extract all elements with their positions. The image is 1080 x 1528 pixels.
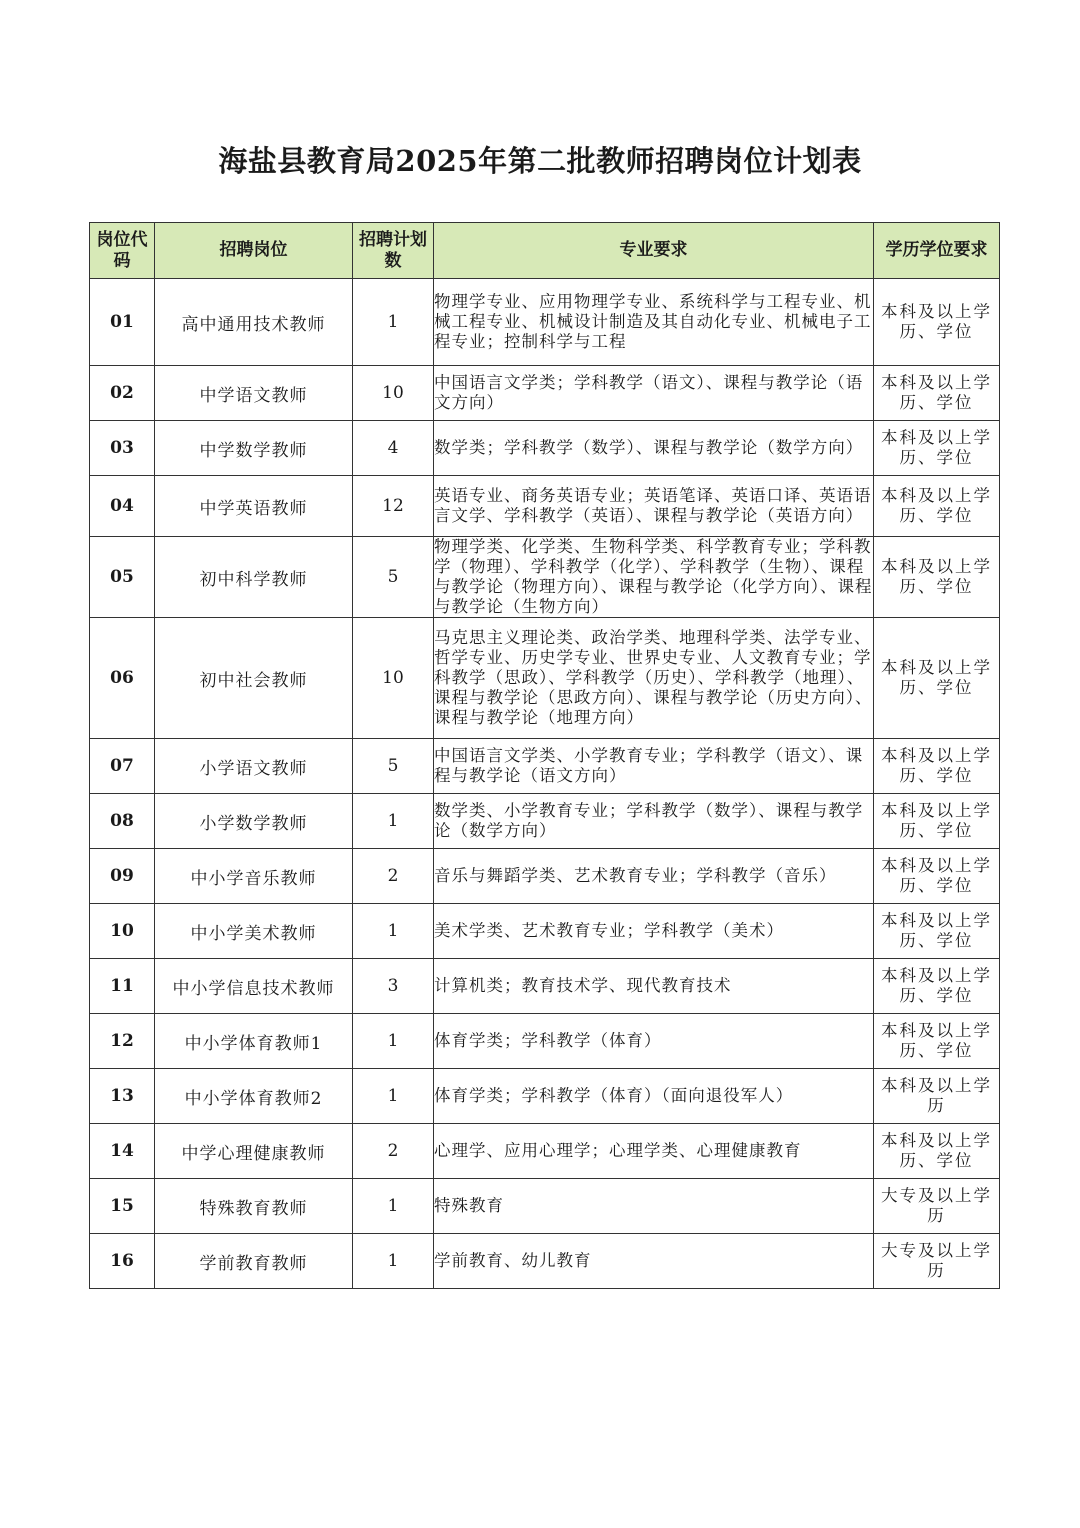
cell-post: 特殊教育教师 — [155, 1179, 353, 1234]
table-header-row — [90, 223, 1000, 279]
cell-code: 01 — [90, 279, 155, 366]
cell-major: 计算机类；教育技术学、现代教育技术 — [434, 959, 874, 1014]
cell-education: 本科及以上学历、学位 — [874, 537, 1000, 618]
cell-post: 中学心理健康教师 — [155, 1124, 353, 1179]
cell-code: 09 — [90, 849, 155, 904]
cell-major: 中国语言文学类；学科教学（语文）、课程与教学论（语文方向） — [434, 366, 874, 421]
cell-education: 大专及以上学历 — [874, 1234, 1000, 1289]
table-row — [90, 279, 1000, 366]
cell-education: 本科及以上学历、学位 — [874, 476, 1000, 537]
cell-education: 本科及以上学历、学位 — [874, 959, 1000, 1014]
cell-education: 本科及以上学历 — [874, 1069, 1000, 1124]
cell-post: 中小学体育教师1 — [155, 1014, 353, 1069]
cell-education: 本科及以上学历、学位 — [874, 1124, 1000, 1179]
cell-count: 1 — [353, 794, 434, 849]
cell-code: 15 — [90, 1179, 155, 1234]
cell-major: 体育学类；学科教学（体育） — [434, 1014, 874, 1069]
cell-major: 特殊教育 — [434, 1179, 874, 1234]
cell-major: 中国语言文学类、小学教育专业；学科教学（语文）、课程与教学论（语文方向） — [434, 739, 874, 794]
header-count: 招聘计划数 — [353, 223, 434, 279]
cell-post: 中小学信息技术教师 — [155, 959, 353, 1014]
cell-code: 10 — [90, 904, 155, 959]
cell-education: 本科及以上学历、学位 — [874, 618, 1000, 739]
cell-major: 心理学、应用心理学；心理学类、心理健康教育 — [434, 1124, 874, 1179]
cell-major: 马克思主义理论类、政治学类、地理科学类、法学专业、哲学专业、历史学专业、世界史专业、人文教育专业；学科教学（思政）、学科教学（历史）、学科教学（地理）、课程与教学论（思政方向）、课程与教学论（历史方向）、课程与教学论（地理方向） — [434, 618, 874, 739]
cell-code: 14 — [90, 1124, 155, 1179]
cell-post: 高中通用技术教师 — [155, 279, 353, 366]
cell-post: 中学语文教师 — [155, 366, 353, 421]
cell-count: 1 — [353, 904, 434, 959]
cell-education: 本科及以上学历、学位 — [874, 366, 1000, 421]
cell-code: 13 — [90, 1069, 155, 1124]
cell-count: 10 — [353, 618, 434, 739]
cell-code: 07 — [90, 739, 155, 794]
cell-count: 1 — [353, 1234, 434, 1289]
cell-count: 2 — [353, 849, 434, 904]
cell-major: 物理学专业、应用物理学专业、系统科学与工程专业、机械工程专业、机械设计制造及其自动化专业、机械电子工程专业；控制科学与工程 — [434, 279, 874, 366]
cell-count: 4 — [353, 421, 434, 476]
cell-post: 初中社会教师 — [155, 618, 353, 739]
cell-code: 08 — [90, 794, 155, 849]
table-row — [90, 794, 1000, 849]
cell-major: 体育学类；学科教学（体育）（面向退役军人） — [434, 1069, 874, 1124]
table-row — [90, 1179, 1000, 1234]
cell-post: 中学数学教师 — [155, 421, 353, 476]
cell-code: 11 — [90, 959, 155, 1014]
cell-count: 1 — [353, 279, 434, 366]
table-row — [90, 421, 1000, 476]
cell-count: 12 — [353, 476, 434, 537]
cell-count: 1 — [353, 1179, 434, 1234]
cell-code: 03 — [90, 421, 155, 476]
cell-education: 本科及以上学历、学位 — [874, 421, 1000, 476]
cell-major: 数学类、小学教育专业；学科教学（数学）、课程与教学论（数学方向） — [434, 794, 874, 849]
cell-education: 本科及以上学历、学位 — [874, 794, 1000, 849]
cell-post: 小学数学教师 — [155, 794, 353, 849]
table-row — [90, 1014, 1000, 1069]
cell-post: 中小学美术教师 — [155, 904, 353, 959]
header-education: 学历学位要求 — [874, 223, 1000, 279]
cell-code: 16 — [90, 1234, 155, 1289]
header-major: 专业要求 — [434, 223, 874, 279]
cell-code: 05 — [90, 537, 155, 618]
cell-post: 中小学体育教师2 — [155, 1069, 353, 1124]
table-row — [90, 537, 1000, 618]
cell-education: 本科及以上学历、学位 — [874, 279, 1000, 366]
cell-major: 数学类；学科教学（数学）、课程与教学论（数学方向） — [434, 421, 874, 476]
cell-education: 本科及以上学历、学位 — [874, 739, 1000, 794]
cell-post: 中小学音乐教师 — [155, 849, 353, 904]
cell-code: 02 — [90, 366, 155, 421]
table-row — [90, 904, 1000, 959]
cell-post: 初中科学教师 — [155, 537, 353, 618]
cell-count: 5 — [353, 739, 434, 794]
cell-count: 3 — [353, 959, 434, 1014]
cell-post: 中学英语教师 — [155, 476, 353, 537]
page-title: 海盐县教育局2025年第二批教师招聘岗位计划表 — [218, 144, 862, 178]
cell-count: 10 — [353, 366, 434, 421]
cell-major: 学前教育、幼儿教育 — [434, 1234, 874, 1289]
cell-major: 物理学类、化学类、生物科学类、科学教育专业；学科教学（物理）、学科教学（化学）、学科教学（生物）、课程与教学论（物理方向）、课程与教学论（化学方向）、课程与教学论（生物方向） — [434, 537, 873, 616]
cell-post: 小学语文教师 — [155, 739, 353, 794]
table-row — [90, 366, 1000, 421]
cell-education: 本科及以上学历、学位 — [874, 904, 1000, 959]
table-row — [90, 476, 1000, 537]
cell-post: 学前教育教师 — [155, 1234, 353, 1289]
cell-count: 5 — [353, 537, 434, 618]
table-row — [90, 739, 1000, 794]
cell-count: 1 — [353, 1014, 434, 1069]
table-row — [90, 618, 1000, 739]
header-post: 招聘岗位 — [155, 223, 353, 279]
cell-education: 本科及以上学历、学位 — [874, 849, 1000, 904]
cell-code: 12 — [90, 1014, 155, 1069]
recruitment-plan-table — [89, 222, 1000, 1289]
table-row — [90, 849, 1000, 904]
cell-code: 06 — [90, 618, 155, 739]
cell-education: 本科及以上学历、学位 — [874, 1014, 1000, 1069]
cell-education: 大专及以上学历 — [874, 1179, 1000, 1234]
cell-major: 美术学类、艺术教育专业；学科教学（美术） — [434, 904, 874, 959]
table-row — [90, 1124, 1000, 1179]
cell-count: 1 — [353, 1069, 434, 1124]
cell-major: 音乐与舞蹈学类、艺术教育专业；学科教学（音乐） — [434, 849, 874, 904]
header-code: 岗位代码 — [90, 223, 155, 279]
table-row — [90, 1069, 1000, 1124]
cell-code: 04 — [90, 476, 155, 537]
table-row — [90, 1234, 1000, 1289]
table-row — [90, 959, 1000, 1014]
cell-count: 2 — [353, 1124, 434, 1179]
cell-major: 英语专业、商务英语专业；英语笔译、英语口译、英语语言文学、学科教学（英语）、课程与教学论（英语方向） — [434, 476, 874, 537]
